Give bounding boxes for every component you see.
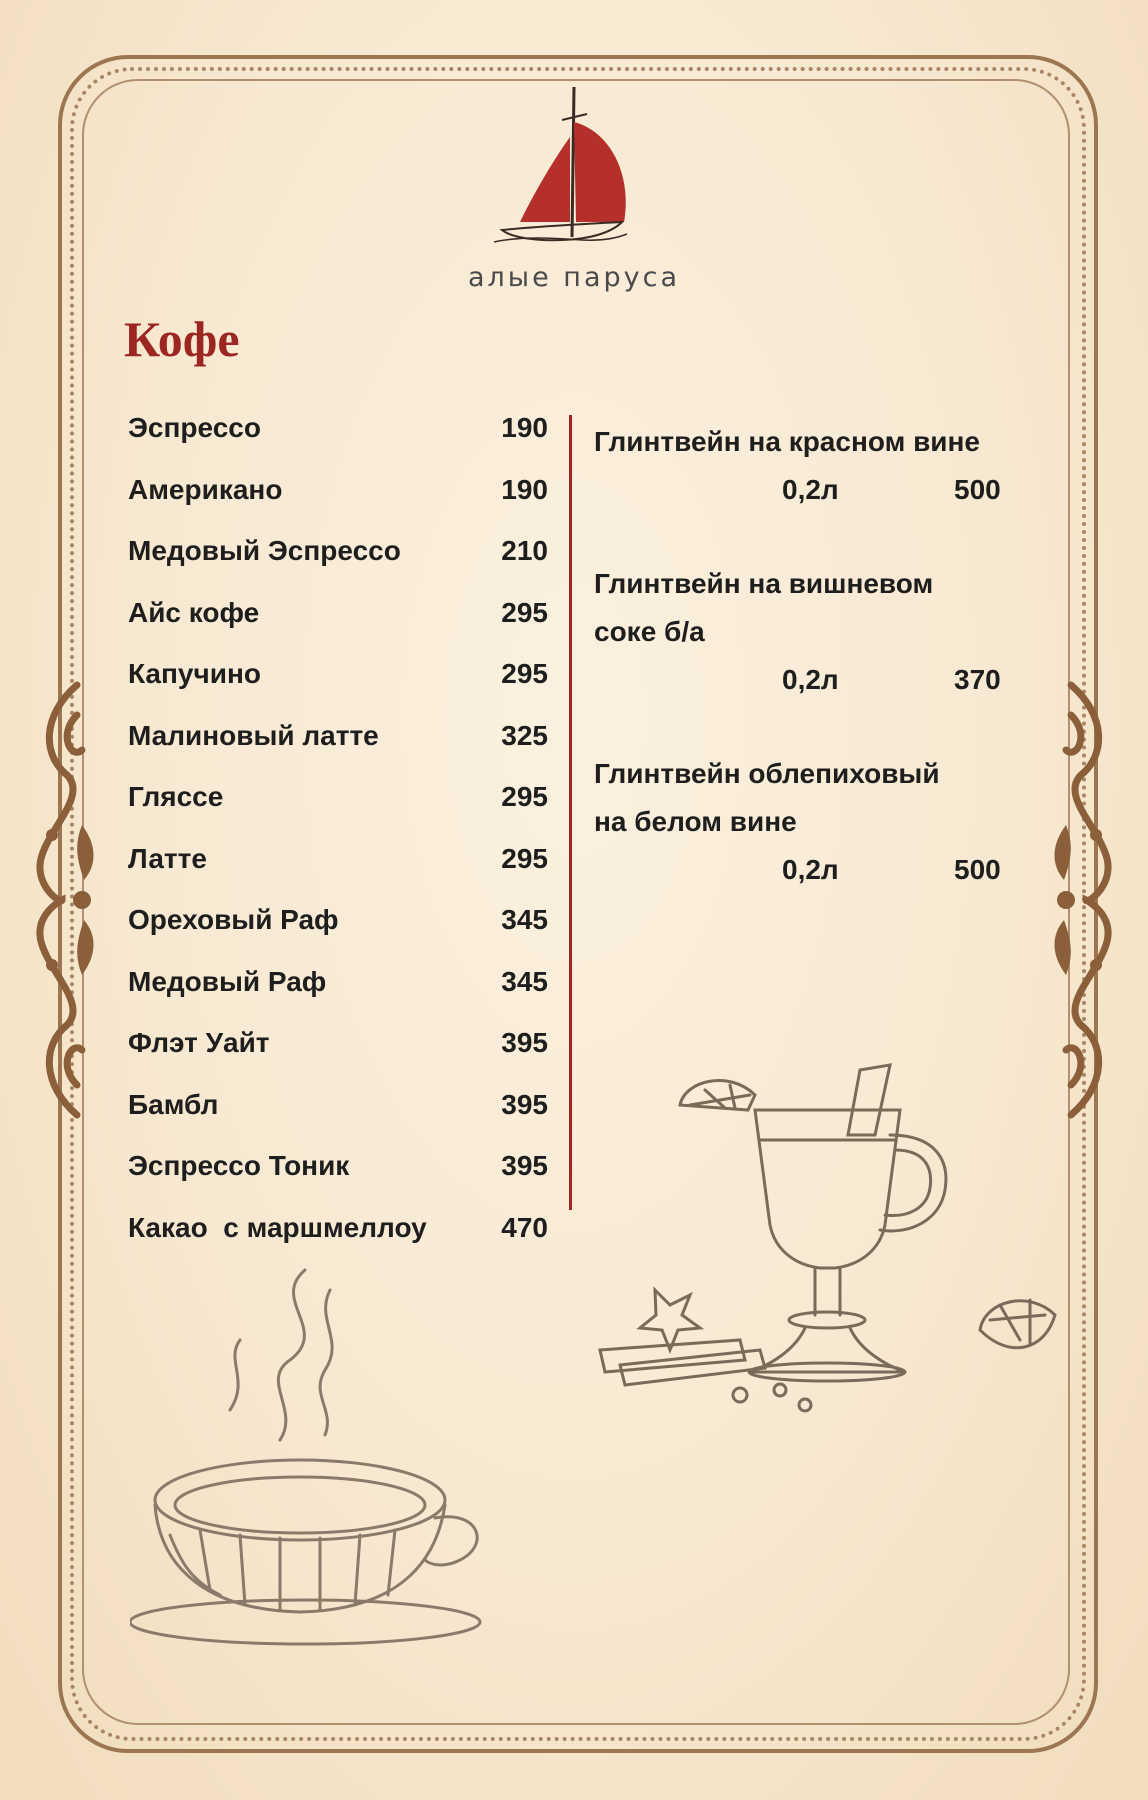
drink-meta xyxy=(594,846,1034,894)
drink-item xyxy=(594,418,1034,514)
item-name: Малиновый латте xyxy=(128,719,379,751)
drink-name: Глинтвейн облепиховый xyxy=(594,758,940,789)
menu-row xyxy=(128,1089,548,1151)
item-price: 190 xyxy=(501,473,548,505)
drink-price: 500 xyxy=(954,854,1001,885)
drink-name: Глинтвейн на красном вине xyxy=(594,426,980,457)
item-name: Какао с маршмеллоу xyxy=(128,1211,427,1243)
drink-meta xyxy=(594,656,1034,704)
item-price: 345 xyxy=(501,904,548,935)
menu-row xyxy=(128,843,548,905)
menu-row xyxy=(128,597,548,659)
item-name: Флэт Уайт xyxy=(128,1027,270,1058)
item-name: Медовый Раф xyxy=(128,965,327,997)
menu-row xyxy=(128,474,548,536)
item-price: 345 xyxy=(501,965,548,997)
menu-row xyxy=(128,966,548,1028)
mulled-wine-glass-illustration-icon xyxy=(590,1050,1070,1470)
menu-row xyxy=(128,720,548,782)
menu-row xyxy=(128,1027,548,1089)
menu-row xyxy=(128,904,548,966)
item-price: 295 xyxy=(501,658,548,689)
item-name: Латте xyxy=(128,842,207,874)
item-price: 190 xyxy=(501,412,548,443)
item-name: Гляссе xyxy=(128,781,224,812)
item-name: Эспрессо Тоник xyxy=(128,1150,350,1181)
item-name: Айс кофе xyxy=(128,596,260,628)
menu-row xyxy=(128,412,548,474)
drink-name-line2: соке б/а xyxy=(594,616,705,647)
drink-volume: 0,2л xyxy=(782,474,839,505)
item-price: 470 xyxy=(501,1211,548,1243)
mulled-wine-list xyxy=(594,418,1034,940)
drink-price: 500 xyxy=(954,474,1001,505)
sailboat-logo-icon xyxy=(492,82,632,252)
menu-row xyxy=(128,1150,548,1212)
item-price: 295 xyxy=(501,596,548,628)
drink-volume: 0,2л xyxy=(782,854,839,885)
item-price: 295 xyxy=(501,842,548,874)
section-title: Кофе xyxy=(124,311,240,367)
brand-name: алые паруса xyxy=(467,262,681,293)
item-price: 210 xyxy=(501,535,548,566)
menu-row xyxy=(128,535,548,597)
item-price: 395 xyxy=(501,1088,548,1120)
left-ornament-icon xyxy=(22,675,102,1125)
column-divider xyxy=(569,415,572,1210)
drink-name-line2: на белом вине xyxy=(594,806,797,837)
drink-item xyxy=(594,750,1034,894)
item-price: 395 xyxy=(501,1027,548,1058)
drink-item xyxy=(594,560,1034,704)
drink-meta xyxy=(594,466,1034,514)
drink-name: Глинтвейн на вишневом xyxy=(594,568,934,599)
item-price: 295 xyxy=(501,781,548,812)
item-name: Бамбл xyxy=(128,1088,219,1120)
menu-row xyxy=(128,781,548,843)
coffee-cup-illustration-icon xyxy=(130,1260,500,1650)
item-name: Медовый Эспрессо xyxy=(128,535,401,566)
menu-row xyxy=(128,658,548,720)
item-name: Ореховый Раф xyxy=(128,904,339,935)
item-name: Капучино xyxy=(128,658,261,689)
drink-price: 370 xyxy=(954,664,1001,695)
item-price: 325 xyxy=(501,719,548,751)
item-price: 395 xyxy=(501,1150,548,1181)
coffee-list xyxy=(128,412,548,1273)
item-name: Эспрессо xyxy=(128,412,261,443)
item-name: Американо xyxy=(128,473,283,505)
drink-volume: 0,2л xyxy=(782,664,839,695)
